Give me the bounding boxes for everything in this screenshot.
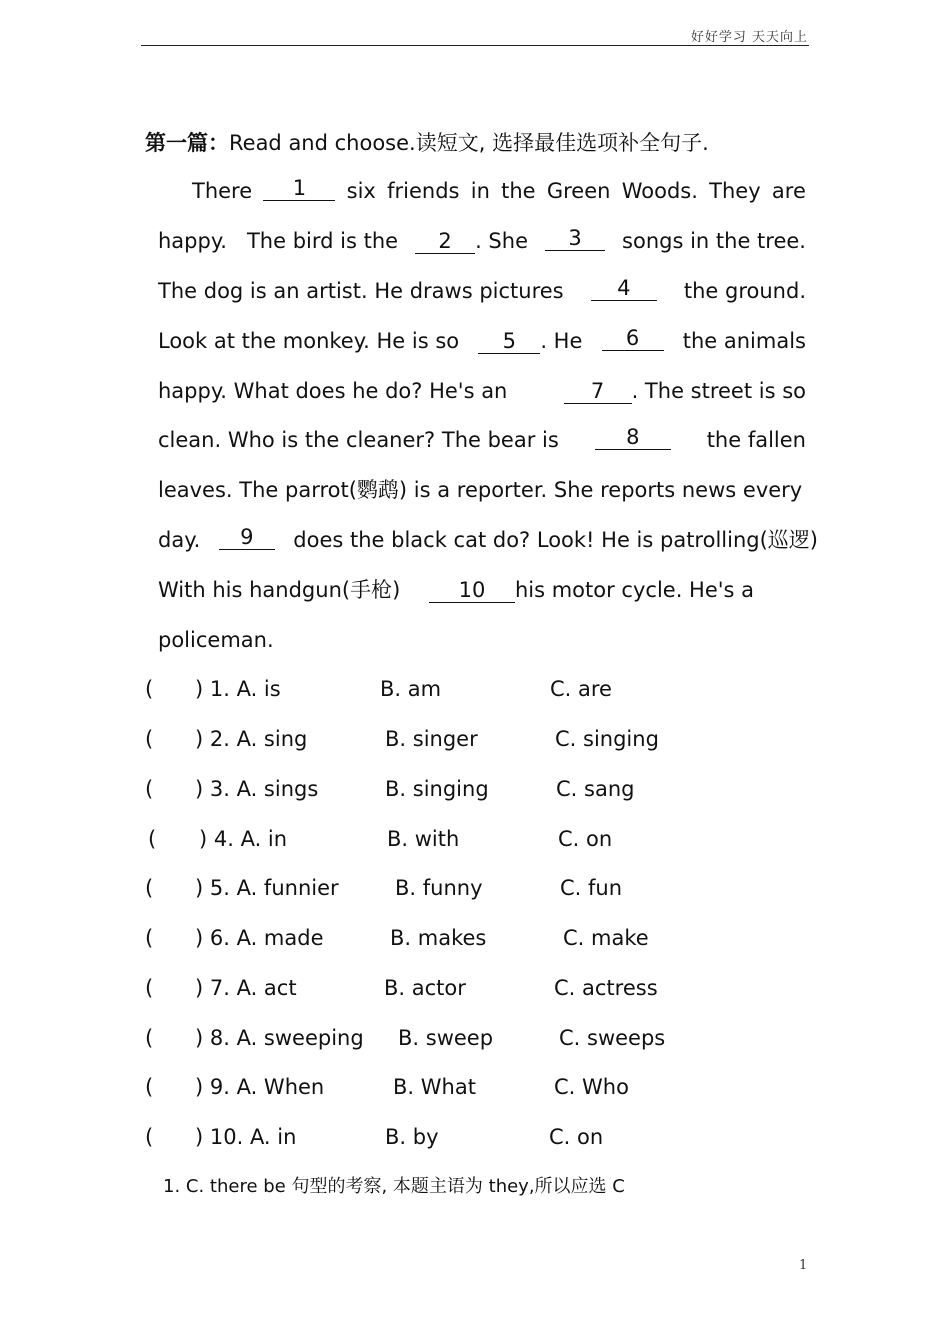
option-b: B. What <box>393 1075 476 1099</box>
option-c: C. on <box>549 1125 604 1149</box>
passage-line-1: There 1 six friends in the Green Woods. They are <box>192 176 806 203</box>
option-c: C. fun <box>560 876 623 900</box>
blank-10: 10 <box>429 578 515 603</box>
section-title <box>145 127 709 157</box>
blank-3: 3 <box>545 226 605 251</box>
page-number: 1 <box>799 1258 808 1273</box>
option-c: C. on <box>558 827 613 851</box>
option-c: C. make <box>563 926 649 950</box>
option-b: B. singing <box>385 777 489 801</box>
passage-line-4: Look at the monkey. He is so 5 . He 6 the animals <box>158 326 806 353</box>
answer-paren[interactable]: ( <box>145 1026 154 1050</box>
passage-line-10: policeman. <box>158 628 274 652</box>
blank-8: 8 <box>595 425 671 450</box>
option-c: C. singing <box>555 727 659 751</box>
blank-4: 4 <box>591 276 657 301</box>
option-c: C. actress <box>554 976 658 1000</box>
passage-line-6: clean. Who is the cleaner? The bear is 8 the fallen <box>158 425 806 452</box>
option-c: C. Who <box>554 1075 629 1099</box>
passage-line-5: happy. What does he do? He's an 7 . The street is so <box>158 379 806 403</box>
option-b: B. actor <box>384 976 466 1000</box>
passage-line-9: With his handgun(手枪) 10 his motor cycle. He's a <box>158 578 755 602</box>
option-c: C. sang <box>556 777 635 801</box>
blank-7: 7 <box>564 379 632 404</box>
answer-paren[interactable]: ( <box>145 677 154 701</box>
option-b: B. singer <box>385 727 478 751</box>
answer-paren[interactable]: ( <box>145 926 154 950</box>
answer-paren[interactable]: ( <box>145 777 154 801</box>
option-b: B. by <box>385 1125 439 1149</box>
passage-line-8: day. 9 does the black cat do? Look! He is patrolling(巡逻) <box>158 525 818 552</box>
option-b: B. funny <box>395 876 483 900</box>
option-c: C. are <box>550 677 612 701</box>
section-label: 第一篇： <box>145 131 229 155</box>
passage-line-7: leaves. The parrot(鹦鹉) is a reporter. She reports news every <box>158 478 803 502</box>
option-b: B. sweep <box>398 1026 494 1050</box>
option-b: B. makes <box>390 926 487 950</box>
answer-paren[interactable]: ( <box>145 1075 154 1099</box>
header-rule <box>141 45 809 46</box>
header-motto: 好好学习 天天向上 <box>690 30 808 45</box>
blank-2: 2 <box>415 229 475 254</box>
option-c: C. sweeps <box>559 1026 666 1050</box>
answer-paren[interactable]: ( <box>145 1125 154 1149</box>
option-b: B. with <box>387 827 460 851</box>
answer-paren[interactable]: ( <box>145 976 154 1000</box>
blank-9: 9 <box>219 525 275 550</box>
answer-paren[interactable]: ( <box>145 876 154 900</box>
blank-5: 5 <box>478 329 540 354</box>
section-instruction: Read and choose.读短文, 选择最佳选项补全句子. <box>229 131 709 155</box>
blank-6: 6 <box>602 326 664 351</box>
answer-paren[interactable]: ( <box>148 827 157 851</box>
passage-line-2: happy. The bird is the 2 . She 3 songs in the tree. <box>158 226 806 253</box>
blank-1: 1 <box>263 176 335 201</box>
option-b: B. am <box>380 677 442 701</box>
answer-note: 1. C. there be 句型的考察, 本题主语为 they,所以应选 C <box>163 1176 625 1197</box>
passage-line-3: The dog is an artist. He draws pictures 4 the ground. <box>158 276 806 303</box>
answer-paren[interactable]: ( <box>145 727 154 751</box>
